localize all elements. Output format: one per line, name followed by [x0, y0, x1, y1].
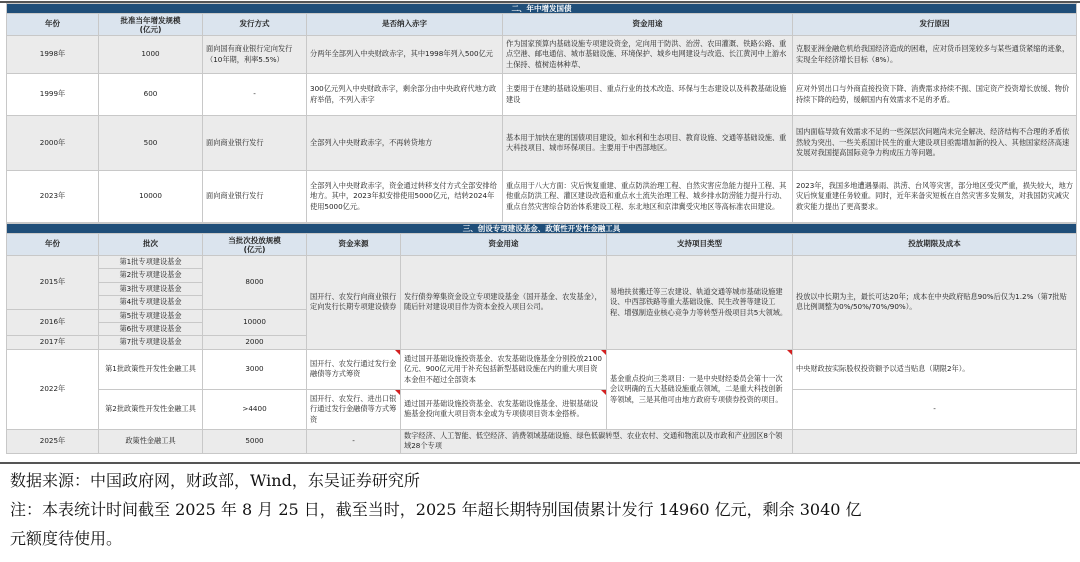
table1-title: 二、年中增发国债	[7, 4, 1077, 14]
cell-batch: 第2批专项建设基金	[99, 269, 203, 282]
table2-title: 三、创设专项建设基金、政策性开发性金融工具	[7, 224, 1077, 234]
cell-batch: 政策性金融工具	[99, 429, 203, 453]
cell-use: 发行债券筹集资金设立专项建设基金（国开基金、农发基金），随后针对建设项目作为资本金投入项目公司。	[401, 256, 607, 350]
cell-batch: 第7批专项建设基金	[99, 336, 203, 349]
cell-year: 1998年	[7, 36, 99, 74]
table-row	[7, 116, 1077, 171]
cell-use: 通过国开基础设施投资基金、农发基础设施基金、进银基础设施基金投向重大项目资本金或为专项债项目资本金搭桥。	[401, 389, 607, 429]
cell-method: -	[203, 74, 307, 116]
header-method: 发行方式	[203, 14, 307, 36]
table-row	[7, 171, 1077, 223]
cell-scale: 8000	[203, 256, 307, 310]
header-year: 年份	[7, 14, 99, 36]
table-treasury-bonds	[6, 3, 1077, 223]
cell-source: 国开行、农发行向商业银行定向发行长期专项建设债券	[307, 256, 401, 350]
cell-scale: 2000	[203, 336, 307, 349]
table-row	[7, 36, 1077, 74]
cell-term: 中央财政按实际股权投资额予以适当贴息（期限2年）。	[793, 349, 1077, 389]
cell-use: 作为国家预算内基础设施专项建设资金，定向用于防洪、治涝、农田灌溉、铁路公路、重点空港、邮电通信、城市基础设施、环境保护、城乡电网建设与改造、长江黄河中上游水土保持、植树造林种草、	[503, 36, 793, 74]
table-container	[6, 3, 1076, 454]
cell-year: 2016年	[7, 309, 99, 336]
cell-year: 1999年	[7, 74, 99, 116]
cell-batch: 第2批政策性开发性金融工具	[99, 389, 203, 429]
cell-reason: 国内面临导致有效需求不足的一些深层次问题尚未完全解决、经济结构不合理的矛盾依然较为突出、一些关系国计民生的重大建设项目亟需增加新的投入、其他国家经济高速发展对我国提高国际竞争力构成压力等问题。	[793, 116, 1077, 171]
header-use: 资金用途	[503, 14, 793, 36]
cell-batch: 第6批专项建设基金	[99, 323, 203, 336]
cell-type: 基金重点投向三类项目：一是中央财经委员会第十一次会议明确的五大基础设施重点领域，二是重大科技创新等领域，三是其他可由地方政府专项债券投资的项目。	[607, 349, 793, 429]
table-row	[7, 74, 1077, 116]
cell-batch: 第3批专项建设基金	[99, 282, 203, 295]
cell-batch: 第1批政策性开发性金融工具	[99, 349, 203, 389]
cell-batch: 第5批专项建设基金	[99, 309, 203, 322]
cell-scale: 10000	[203, 309, 307, 336]
cell-reason: 2023年，我国多地遭遇暴雨、洪涝、台风等灾害，部分地区受灾严重，损失较大，地方灾后恢复重建任务较重。同时，近年来备灾短板在自然灾害多发频发，对我国防灾减灾救灾能力提出了更高要求。	[793, 171, 1077, 223]
table-row	[7, 256, 1077, 269]
cell-term	[793, 429, 1077, 453]
header-scale: 批准当年增发规模 (亿元)	[99, 14, 203, 36]
cell-deficit: 300亿元列入中央财政赤字，剩余部分由中央政府代地方政府举借，不列入赤字	[307, 74, 503, 116]
cell-term: -	[793, 389, 1077, 429]
source-note: 数据来源：中国政府网，财政部，Wind，东吴证券研究所	[10, 471, 420, 490]
cell-batch: 第1批专项建设基金	[99, 256, 203, 269]
cell-scale: 1000	[99, 36, 203, 74]
cell-use: 通过国开基础设施投资基金、农发基础设施基金分别投放2100亿元、900亿元用于补充包括新型基础设施在内的重大项目资本金但不超过全部资本	[401, 349, 607, 389]
cell-term: 投放以中长期为主，最长可达20年；成本在中央政府贴息90%后仅为1.2%（第7批贴息比例调整为0%/50%/70%/90%）。	[793, 256, 1077, 350]
cell-year: 2022年	[7, 349, 99, 429]
cell-source: 国开行、农发行、进出口银行通过发行金融债等方式筹资	[307, 389, 401, 429]
header-batch: 批次	[99, 234, 203, 256]
cell-scale: 600	[99, 74, 203, 116]
cell-deficit: 全部列入中央财政赤字，资金通过转移支付方式全部安排给地方。其中，2023年拟安排使用5000亿元，结转2024年使用5000亿元。	[307, 171, 503, 223]
cell-source: -	[307, 429, 401, 453]
table-row	[7, 389, 1077, 429]
cell-year: 2015年	[7, 256, 99, 310]
note-line-2: 元额度待使用。	[10, 529, 123, 548]
cell-batch: 第4批专项建设基金	[99, 296, 203, 309]
cell-method: 面向国有商业银行定向发行（10年期，利率5.5%）	[203, 36, 307, 74]
cell-deficit: 全部列入中央财政赤字，不再转贷地方	[307, 116, 503, 171]
cell-use: 数字经济、人工智能、低空经济、消费领域基础设施、绿色低碳转型、农业农村、交通和物流以及市政和产业园区8个领域28个专项	[401, 429, 793, 453]
header-scale: 当批次投放规模 (亿元)	[203, 234, 307, 256]
cell-year: 2000年	[7, 116, 99, 171]
header-deficit: 是否纳入赤字	[307, 14, 503, 36]
cell-year: 2025年	[7, 429, 99, 453]
cell-source: 国开行、农发行通过发行金融债等方式筹资	[307, 349, 401, 389]
header-year: 年份	[7, 234, 99, 256]
bottom-rule	[0, 462, 1080, 464]
header-type: 支持项目类型	[607, 234, 793, 256]
cell-reason: 应对外贸出口与外商直接投资下降、消费需求持续不振、国定资产投资增长放缓、物价持续下降的趋势，缓解国内有效需求不足的矛盾。	[793, 74, 1077, 116]
cell-scale: 3000	[203, 349, 307, 389]
note-line-1: 注：本表统计时间截至 2025 年 8 月 25 日，截至当时，2025 年超长期特别国债累计发行 14960 亿元，剩余 3040 亿	[10, 500, 862, 519]
cell-use: 基本用于加快在建的国债项目建设，如水利和生态项目、教育设施、交通等基础设施、重大科技项目、城市环保项目。主要用于中西部地区。	[503, 116, 793, 171]
cell-year: 2023年	[7, 171, 99, 223]
table-row	[7, 429, 1077, 453]
cell-deficit: 分两年全部列入中央财政赤字，其中1998年列入500亿元	[307, 36, 503, 74]
cell-use: 主要用于在建的基础设施项目、重点行业的技术改造、环保与生态建设以及科教基础设施建设	[503, 74, 793, 116]
cell-type: 易地扶贫搬迁等三农建设、轨道交通等城市基础设施建设、中西部铁路等重大基础设施、民生改善等建设工程、增强制造业核心竞争力等转型升级项目共5大领域。	[607, 256, 793, 350]
notes-block	[10, 466, 1075, 553]
cell-scale: 500	[99, 116, 203, 171]
cell-year: 2017年	[7, 336, 99, 349]
table-special-funds	[6, 223, 1077, 454]
table-row	[7, 349, 1077, 389]
cell-method: 面向商业银行发行	[203, 116, 307, 171]
header-source: 资金来源	[307, 234, 401, 256]
header-term: 投放期限及成本	[793, 234, 1077, 256]
cell-use: 重点用于八大方面：灾后恢复重建、重点防洪治理工程、自然灾害应急能力提升工程、其他重点防洪工程、灌区建设改造和重点水土流失治理工程、城乡排水防涝能力提升行动、重点自然灾害综合防治体系建设工程、东北地区和京津冀受灾地区等高标准农田建设。	[503, 171, 793, 223]
header-use: 资金用途	[401, 234, 607, 256]
cell-scale: >4400	[203, 389, 307, 429]
cell-scale: 5000	[203, 429, 307, 453]
cell-scale: 10000	[99, 171, 203, 223]
cell-method: 面向商业银行发行	[203, 171, 307, 223]
cell-reason: 克服亚洲金融危机给我国经济造成的困难，应对货币回笼较多与某些通货紧缩的迹象，实现全年经济增长目标（8%）。	[793, 36, 1077, 74]
header-reason: 发行原因	[793, 14, 1077, 36]
